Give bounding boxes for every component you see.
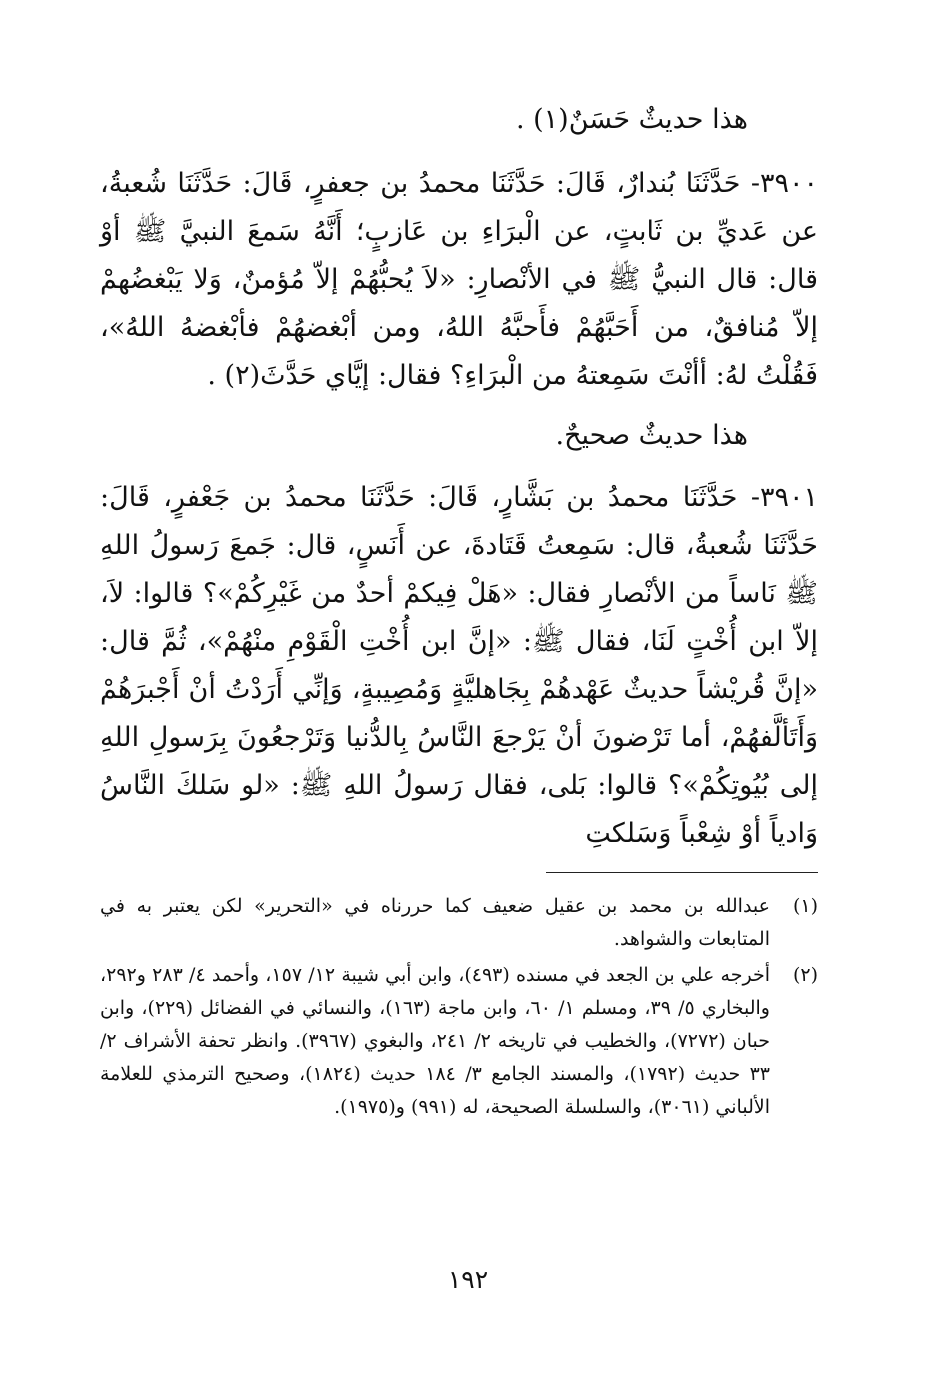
hadith-verdict-sahih: هذا حديثٌ صحيحٌ.	[555, 420, 748, 451]
main-text	[100, 96, 818, 858]
footnote-separator	[546, 872, 818, 873]
footnote-2	[100, 959, 818, 1124]
footnote-text: أخرجه علي بن الجعد في مسنده (٤٩٣)، وابن أبي شيبة ١٢/ ١٥٧، وأحمد ٤/ ٢٨٣ و٢٩٢، والبخاري ٥/ ٣٩، ومسلم ١/ ٦٠، وابن ماجة (١٦٣)، والنسائي في الفضائل (٢٢٩)، وابن حبان (٧٢٧٢)، والخطيب في تاريخه ٢/ ٢٤١، والبغوي (٣٩٦٧). وانظر تحفة الأشراف ٢/ ٣٣ حديث (١٧٩٢)، والمسند الجامع ٣/ ١٨٤ حديث (١٨٢٤)، وصحيح الترمذي للعلامة الألباني (٣٠٦١)، والسلسلة الصحيحة، له (٩٩١) و(١٩٧٥).	[100, 964, 770, 1118]
footnote-number: (١)	[792, 895, 818, 917]
hadith-3900: ٣٩٠٠- حَدَّثَنَا بُندارٌ، قَالَ: حَدَّثَنَا محمدُ بن جعفرٍ، قَالَ: حَدَّثَنَا شُعبةُ، عن عَديِّ بن ثَابتٍ، عن الْبرَاءِ بن عَازبٍ؛ أَنَّهُ سَمعَ النبيَّ ﷺ أوْ قال: قال النبيُّ ﷺ في الأنْصارِ: «لاَ يُحبُّهُمْ إلاّ مُؤمنٌ، وَلا يَبْغضُهمْ إلاّ مُنافقٌ، من أَحَبَّهُمْ فأَحبَّهُ اللهُ، ومن أبْغضهُمْ فأبْغضهُ اللهُ»، فَقُلْتُ لهُ: أأنْتَ سَمِعتهُ من الْبرَاءِ؟ فقال: إيَّاي حَدَّثَ(٢) .	[100, 168, 818, 391]
footnote-text: عبدالله بن محمد بن عقيل ضعيف كما حررناه في «التحرير» لكن يعتبر به في المتابعات والشواهد.	[100, 895, 770, 950]
page-number: ١٩٢	[447, 1265, 489, 1294]
hadith-verdict-hasan: هذا حديثٌ حَسَنٌ(١) .	[515, 104, 748, 135]
footnotes	[100, 890, 818, 1127]
footnote-1	[100, 890, 818, 956]
footnote-number: (٢)	[792, 964, 818, 986]
hadith-3901: ٣٩٠١- حَدَّثَنَا محمدُ بن بَشَّارٍ، قَالَ: حَدَّثَنَا محمدُ بن جَعْفرٍ، قَالَ: حَدَّثَنَا شُعبةُ، قال: سَمِعتُ قَتَادةَ، عن أَنَسٍ، قال: جَمعَ رَسولُ اللهِ ﷺ نَاساً من الأنْصارِ فقال: «هَلْ فِيكمْ أحدٌ من غَيْرِكُمْ»؟ قالوا: لاَ، إلاّ ابن أُخْتٍ لَنَا، فقال ﷺ: «إنَّ ابن أُخْتِ الْقَوْمِ منْهُمْ»، ثُمَّ قال: «إنَّ قُريْشاً حديثٌ عَهْدهُمْ بِجَاهليَّةٍ وَمُصِيبةٍ، وَإنِّي أَرَدْتُ أنْ أَجْبرَهُمْ وَأَتَألَّفهُمْ، أما تَرْضونَ أنْ يَرْجعَ النَّاسُ بِالدُّنيا وَتَرْجعُونَ بِرَسولِ اللهِ إلى بُيُوتِكُمْ»؟ قالوا: بَلى، فقال رَسولُ اللهِ ﷺ: «لو سَلكَ النَّاسُ وَادياً أوْ شِعْباً وَسَلكتِ	[100, 482, 819, 849]
